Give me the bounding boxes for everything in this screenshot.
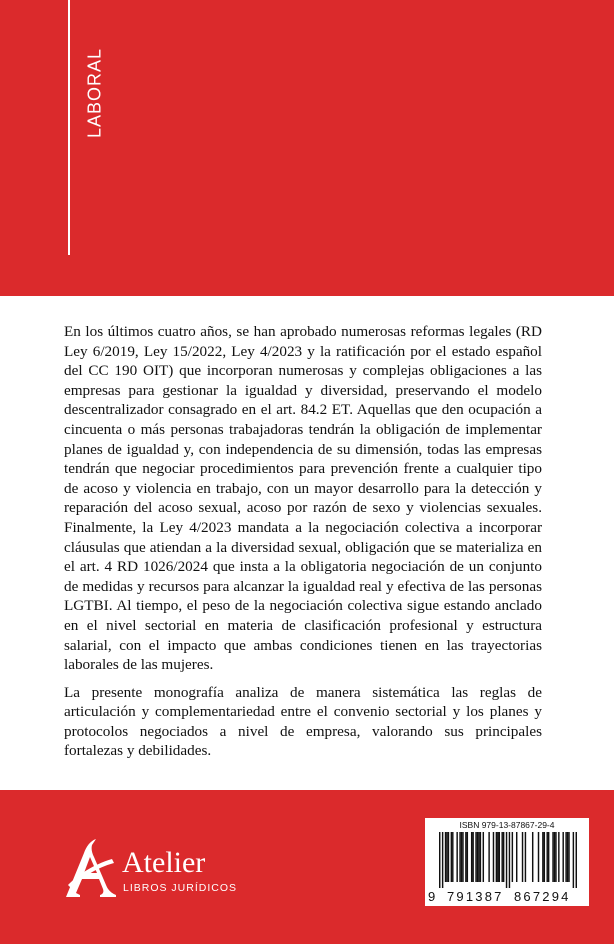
barcode-bar [552,832,553,882]
barcode-bar [568,832,569,882]
barcode-bar [555,832,556,882]
barcode-bar [503,832,504,882]
barcode-digit-first: 9 [428,889,436,904]
barcode-bar [480,832,481,882]
barcode-bar [445,832,446,882]
barcode-digits-left: 791387 [447,889,504,904]
barcode-bar [442,832,443,888]
barcode-bar [488,832,489,882]
barcode-bar [548,832,549,882]
barcode-bar [451,832,452,882]
barcode-bar [471,832,472,882]
vertical-rule [68,0,70,255]
barcode-bar [499,832,500,882]
isbn-label: ISBN 979-13-87867-29-4 [459,820,555,830]
barcode-bar [477,832,478,882]
synopsis-paragraph-1: En los últimos cuatro años, se han aprobado numerosas reformas legales (RD Ley 6/2019, Ley 15/2022, Ley 4/2023 y la ratificación por el estado español del CC 190 OIT) que incorporan numerosas y complejas obligaciones a las empresas para gestionar la igualdad y diversidad, preservando el modelo descentralizador consagrado en el art. 84.2 ET. Aquellas que den ocupación a cincuenta o más personas trabajadoras tendrán la obligación de implementar planes de igualdad y, con independencia de su dimensión, todas las empresas tendrán que negociar procedimientos para prevención frente a cualquier tipo de acoso y violencia en trabajo, con un mayor desarrollo para la detección y reparación del acoso sexual, acoso por razón de sexo y violencias sexuales. Finalmente, la Ley 4/2023 mandata a la negociación colectiva a incorporar cláusulas que atiendan a la diversidad sexual, obligación que se materializa en el art. 4 RD 1026/2024 que insta a la obligatoria negociación de un conjunto de medidas y recursos para alcanzar la igualdad real y efectiva de las personas LGTBI. Al tiempo, el peso de la negociación colectiva sigue estando anclado en el nivel sectorial en materia de clasificación profesional y estructura salarial, con el impacto que ambas condiciones tienen en las trayectorias laborales de las mujeres. [64,323,542,674]
barcode-bar [452,832,453,882]
barcode-bar [465,832,466,882]
barcode-bar [467,832,468,882]
barcode-bar [456,832,457,882]
barcode-bar [483,832,484,882]
barcode-bar [576,832,577,888]
barcode-bar [562,832,563,882]
barcode-bar [439,832,440,888]
publisher-name: Atelier [122,846,206,879]
barcode-bar [565,832,566,882]
barcode-bar [522,832,523,882]
publisher-logo [62,835,272,905]
barcode-bar [558,832,559,882]
barcode-bar [446,832,447,882]
top-red-band [0,0,614,296]
barcode-bar [544,832,545,882]
barcode-bar [478,832,479,882]
barcode-bar [506,832,507,888]
barcode-bar [475,832,476,882]
barcode-bar [538,832,539,882]
barcode-bar [546,832,547,882]
barcode-bar [497,832,498,882]
series-label [80,40,110,145]
barcode-bar [501,832,502,882]
barcode-bar [493,832,494,882]
barcode-bar [532,832,533,882]
barcode [425,818,589,906]
barcode-bar [472,832,473,882]
publisher-subtitle: LIBROS JURÍDICOS [123,882,238,894]
barcode-bar [567,832,568,882]
barcode-bar [509,832,510,888]
barcode-bar [448,832,449,882]
atelier-logo-icon [62,835,118,901]
barcode-digits-right: 867294 [514,889,571,904]
barcode-bar [512,832,513,882]
series-label-text: LABORAL [84,47,105,138]
barcode-bar [516,832,517,882]
barcode-bar [459,832,460,882]
barcode-bar [525,832,526,882]
synopsis-paragraph-2: La presente monografía analiza de manera sistemática las reglas de articulación y complementariedad entre el convenio sectorial y los planes y protocolos negociados a nivel de empresa, valorando sus principales fortalezas y debilidades. [64,683,542,760]
barcode-bar [542,832,543,882]
barcode-bar [461,832,462,882]
barcode-bars [439,832,577,888]
barcode-bar [462,832,463,882]
barcode-bar [554,832,555,882]
synopsis [64,322,542,769]
barcode-bar [496,832,497,882]
barcode-bar [573,832,574,888]
